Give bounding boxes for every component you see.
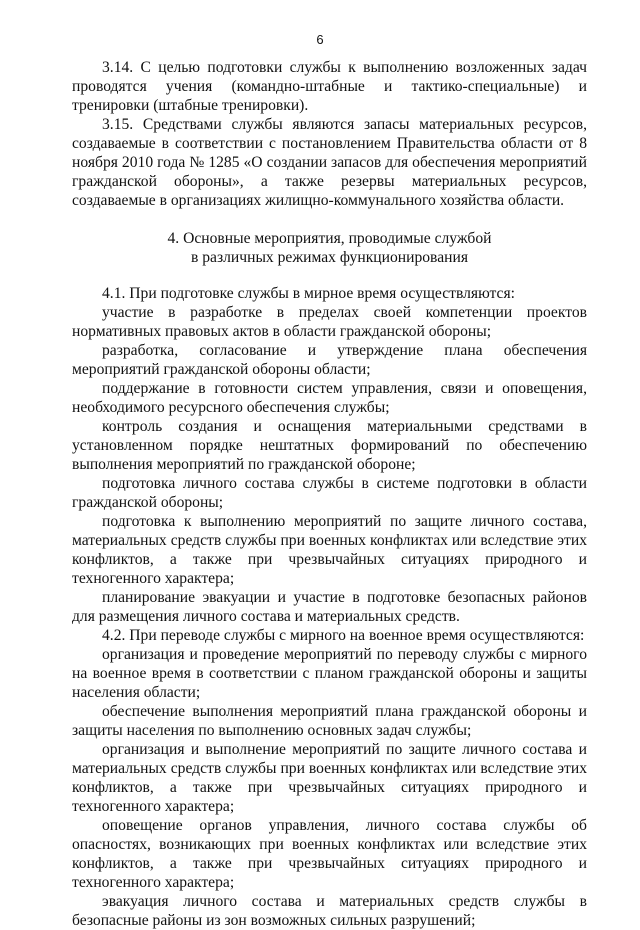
section-4-heading xyxy=(72,229,587,267)
list-item-4-1: планирование эвакуации и участие в подготовке безопасных районов для размещения личного состава и материальных средств. xyxy=(72,589,587,625)
list-item-4-1: поддержание в готовности систем управления, связи и оповещения, необходимого ресурсного обеспечения службы; xyxy=(72,380,587,416)
list-item-4-1: разработка, согласование и утверждение плана обеспечения мероприятий гражданской обороны области; xyxy=(72,342,587,378)
list-item-4-2: эвакуация личного состава и материальных средств службы в безопасные районы из зон возможных сильных разрушений; xyxy=(72,893,587,929)
list-item-4-2: обеспечение выполнения мероприятий плана гражданской обороны и защиты населения по выполнению основных задач службы; xyxy=(72,703,587,739)
document-body xyxy=(72,58,587,930)
paragraph-3-14: 3.14. С целью подготовки службы к выполнению возложенных задач проводятся учения (командно-штабные и тактико-специальные) и тренировки (штабные тренировки). xyxy=(72,59,587,114)
paragraph-4-2-intro: 4.2. При переводе службы с мирного на военное время осуществляются: xyxy=(102,627,585,644)
heading-line-1: 4. Основные мероприятия, проводимые службой xyxy=(167,230,492,247)
heading-line-2: в различных режимах функционирования xyxy=(191,249,468,266)
list-item-4-1: подготовка личного состава службы в системе подготовки в области гражданской обороны; xyxy=(72,475,587,511)
list-item-4-2: организация и проведение мероприятий по переводу службы с мирного на военное время в соответствии с планом гражданской обороны и защиты населения области; xyxy=(72,646,587,701)
list-item-4-1: подготовка к выполнению мероприятий по защите личного состава, материальных средств службы при военных конфликтах или вследствие этих конфликтов, а также при чрезвычайных ситуациях природного и техногенного характера; xyxy=(72,513,587,587)
list-item-4-1: контроль создания и оснащения материальными средствами в установленном порядке нештатных формирований по обеспечению выполнения мероприятий по гражданской обороне; xyxy=(72,418,587,473)
list-item-4-2: оповещение органов управления, личного состава службы об опасностях, возникающих при военных конфликтах или вследствие этих конфликтов, а также при чрезвычайных ситуациях природного и техногенного характера; xyxy=(72,817,587,891)
paragraph-4-1-intro: 4.1. При подготовке службы в мирное время осуществляются: xyxy=(102,285,515,302)
page-number: 6 xyxy=(316,32,324,47)
list-item-4-2: организация и выполнение мероприятий по защите личного состава и материальных средств службы при военных конфликтах или вследствие этих конфликтов, а также при чрезвычайных ситуациях природного и техногенного характера; xyxy=(72,741,587,815)
list-item-4-1: участие в разработке в пределах своей компетенции проектов нормативных правовых актов в области гражданской обороны; xyxy=(72,304,587,340)
paragraph-3-15: 3.15. Средствами службы являются запасы материальных ресурсов, создаваемые в соответствии с постановлением Правительства области от 8 ноября 2010 года № 1285 «О создании запасов для обеспечения мероприятий гражданской обороны», а также резервы материальных ресурсов, создаваемые в организациях жилищно-коммунального хозяйства области. xyxy=(72,116,587,209)
